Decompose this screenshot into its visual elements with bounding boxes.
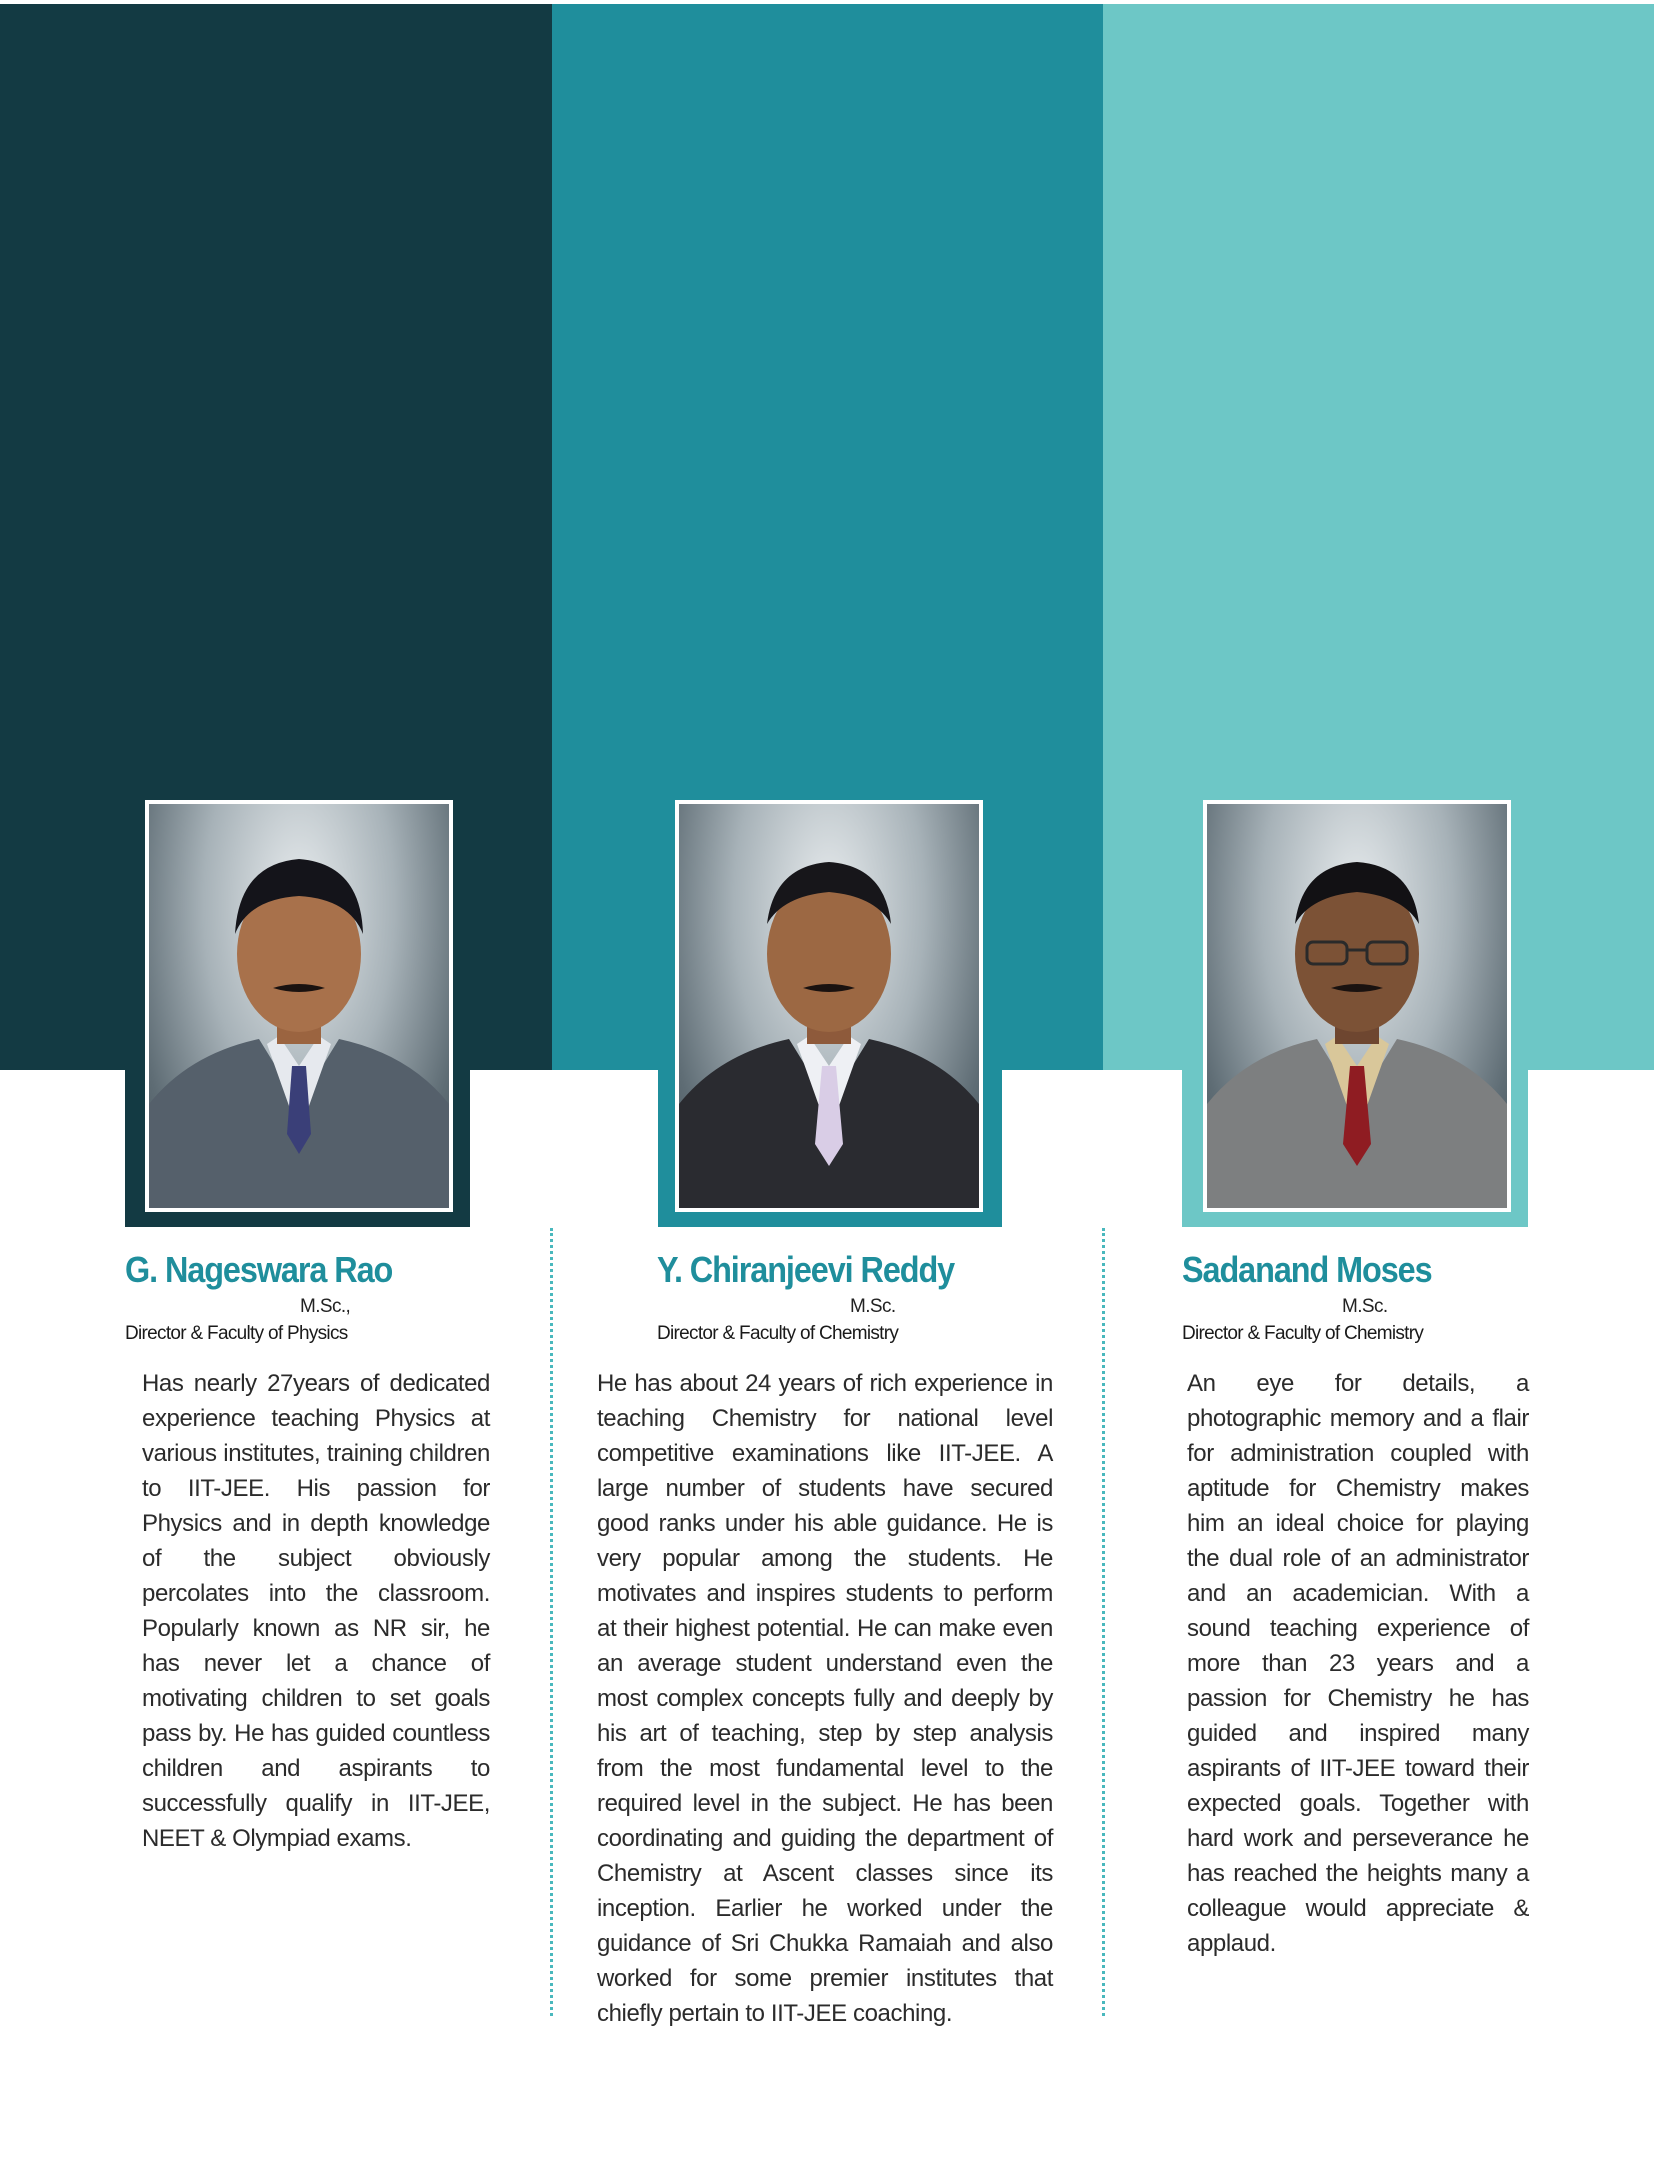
person-portrait-icon: [1207, 804, 1507, 1208]
faculty-role: Director & Faculty of Chemistry: [657, 1323, 899, 1344]
person-portrait-icon: [679, 804, 979, 1208]
person-portrait-icon: [149, 804, 449, 1208]
faculty-role: Director & Faculty of Chemistry: [1182, 1323, 1424, 1344]
portrait-photo-1: [145, 800, 453, 1212]
portrait-photo-2: [675, 800, 983, 1212]
faculty-name: Sadanand Moses: [1182, 1249, 1432, 1290]
faculty-bio: An eye for details, a photographic memory and a flair for administration coupled with aptitude for Chemistry makes him an ideal choice for playing the dual role of an administrator and an academician. With a sound teaching experience of more than 23 years and a passion for Chemistry he has guided and inspired many aspirants of IIT-JEE toward their expected goals. Together with hard work and perseverance he has reached the heights many a colleague would appreciate & applaud.: [1187, 1370, 1529, 1957]
column-divider-2: [1102, 1228, 1105, 2016]
faculty-degree: M.Sc.: [850, 1296, 896, 1317]
faculty-bio: Has nearly 27years of dedicated experience teaching Physics at various institutes, training children to IIT-JEE. His passion for Physics and in depth knowledge of the subject obviously percolates into the classroom. Popularly known as NR sir, he has never let a chance of motivating children to set goals pass by. He has guided countless children and aspirants to successfully qualify in IIT-JEE, NEET & Olympiad exams.: [142, 1370, 490, 1852]
faculty-name: G. Nageswara Rao: [125, 1249, 393, 1290]
faculty-bio: He has about 24 years of rich experience in teaching Chemistry for national level competitive examinations like IIT-JEE. A large number of students have secured good ranks under his able guidance. He is very popular among the students. He motivates and inspires students to perform at their highest potential. He can make even an average student understand even the most complex concepts fully and deeply by his art of teaching, step by step analysis from the most fundamental level to the required level in the subject. He has been coordinating and guiding the department of Chemistry at Ascent classes since its inception. Earlier he worked under the guidance of Sri Chukka Ramaiah and also worked for some premier institutes that chiefly pertain to IIT-JEE coaching.: [597, 1370, 1053, 2027]
faculty-degree: M.Sc.,: [300, 1296, 351, 1317]
portrait-photo-3: [1203, 800, 1511, 1212]
column-divider-1: [550, 1228, 553, 2016]
faculty-degree: M.Sc.: [1342, 1296, 1388, 1317]
faculty-role: Director & Faculty of Physics: [125, 1323, 348, 1344]
faculty-name: Y. Chiranjeevi Reddy: [657, 1249, 955, 1290]
